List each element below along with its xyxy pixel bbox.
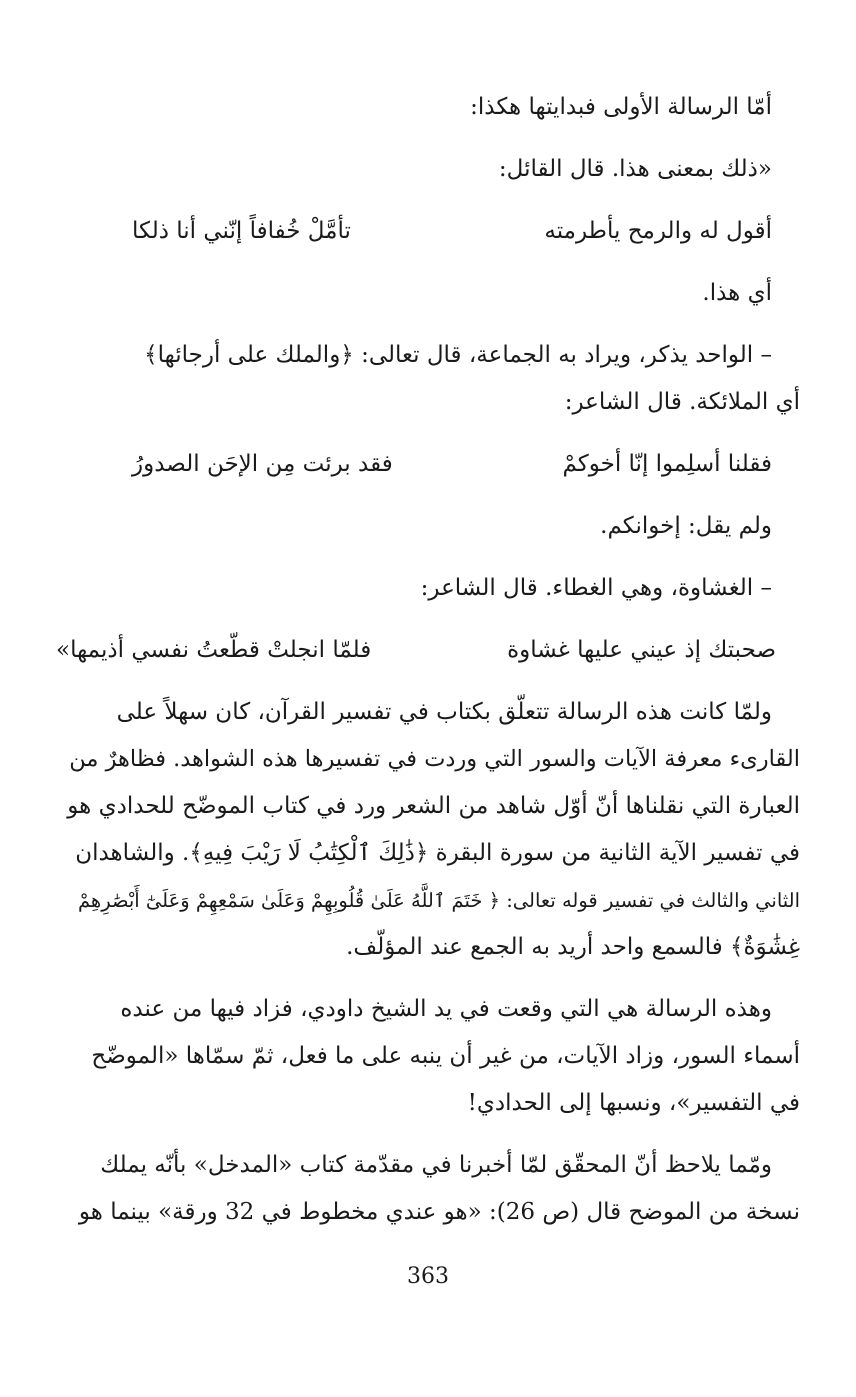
verse-1-first-hemistich: أقول له والرمح يأطرمته bbox=[544, 218, 772, 244]
poem-verse-1 bbox=[132, 208, 772, 255]
poem-verse-2 bbox=[132, 441, 772, 488]
quote-line: «ذلك بمعنى هذا. قال القائل: bbox=[498, 156, 772, 182]
paragraph-line: وهذه الرسالة هي التي وقعت في يد الشيخ داودي، فزاد فيها من عنده bbox=[120, 996, 772, 1022]
paragraph-line: في تفسير الآية الثانية من سورة البقرة ﴿ذَٰلِكَ ٱلْكِتَٰبُ لَا رَيْبَ فِيهِ﴾. والشاهدان bbox=[75, 840, 800, 866]
spacer bbox=[62, 131, 800, 146]
verse-2-first-hemistich: فقلنا أسلِموا إنّا أخوكمْ bbox=[562, 451, 772, 477]
paragraph-1 bbox=[62, 689, 800, 971]
spacer bbox=[62, 488, 800, 503]
verse-1-second-hemistich: تأمَّلْ خُفافاً إنّني أنا ذلكا bbox=[132, 218, 351, 244]
verse-2-second-hemistich: فقد برئت مِن الإحَن الصدورُ bbox=[132, 451, 393, 477]
spacer bbox=[62, 426, 800, 441]
quote-line: – الواحد يذكر، ويراد به الجماعة، قال تعالى: ﴿والملك على أرجائها﴾ bbox=[144, 342, 772, 368]
paragraph-line: نسخة من الموضح قال (ص 26): «هو عندي مخطوط في 32 ورقة» بينما هو bbox=[78, 1199, 800, 1225]
spacer bbox=[62, 612, 800, 627]
paragraph-line: في التفسير»، ونسبها إلى الحدادي! bbox=[467, 1090, 800, 1116]
spacer bbox=[62, 193, 800, 208]
spacer bbox=[62, 317, 800, 332]
quote-line: أي هذا. bbox=[702, 280, 772, 306]
paragraph-line: أسماء السور، وزاد الآيات، من غير أن ينبه على ما فعل، ثمّ سمّاها «الموضّح bbox=[91, 1043, 800, 1069]
spacer bbox=[62, 550, 800, 565]
paragraph-2 bbox=[62, 986, 800, 1127]
intro-line: أمّا الرسالة الأولى فبدايتها هكذا: bbox=[470, 94, 772, 120]
spacer bbox=[62, 1127, 800, 1142]
poem-verse-3 bbox=[56, 627, 776, 674]
paragraph-line: القارىء معرفة الآيات والسور التي وردت في تفسيرها هذه الشواهد. فظاهرٌ من bbox=[69, 746, 800, 772]
spacer bbox=[62, 971, 800, 986]
paragraph-line: العبارة التي نقلناها أنّ أوّل شاهد من الشعر ورد في كتاب الموضّح للحدادي هو bbox=[67, 793, 800, 819]
paragraph-line: ومّما يلاحظ أنّ المحقّق لمّا أخبرنا في مقدّمة كتاب «المدخل» بأنّه يملك bbox=[100, 1152, 772, 1178]
paragraph-3 bbox=[62, 1142, 800, 1236]
page-body bbox=[56, 84, 800, 1236]
spacer bbox=[62, 255, 800, 270]
paragraph-line: غِشَٰوَةٌ﴾ فالسمع واحد أريد به الجمع عند المؤلّف. bbox=[346, 934, 800, 960]
verse-3-second-hemistich: فلمّا انجلتْ قطّعتُ نفسي أذيمها» bbox=[56, 637, 372, 663]
page-number: 363 bbox=[407, 1264, 449, 1289]
paragraph-line: الثاني والثالث في تفسير قوله تعالى: ﴿ خَتَمَ ٱللَّهُ عَلَىٰ قُلُوبِهِمْ وَعَلَىٰ سَمْعِهِمْ وَعَلَىٰٓ أَبْصَٰرِهِمْ bbox=[77, 889, 800, 912]
spacer bbox=[62, 674, 800, 689]
paragraph-line: ولمّا كانت هذه الرسالة تتعلّق بكتاب في تفسير القرآن، كان سهلاً على bbox=[116, 699, 772, 725]
quote-line: أي الملائكة. قال الشاعر: bbox=[564, 389, 800, 415]
quote-line: ولم يقل: إخوانكم. bbox=[600, 513, 772, 539]
quote-line: – الغشاوة، وهي الغطاء. قال الشاعر: bbox=[420, 575, 772, 601]
verse-3-first-hemistich: صحبتك إذ عيني عليها غشاوة bbox=[507, 637, 776, 663]
